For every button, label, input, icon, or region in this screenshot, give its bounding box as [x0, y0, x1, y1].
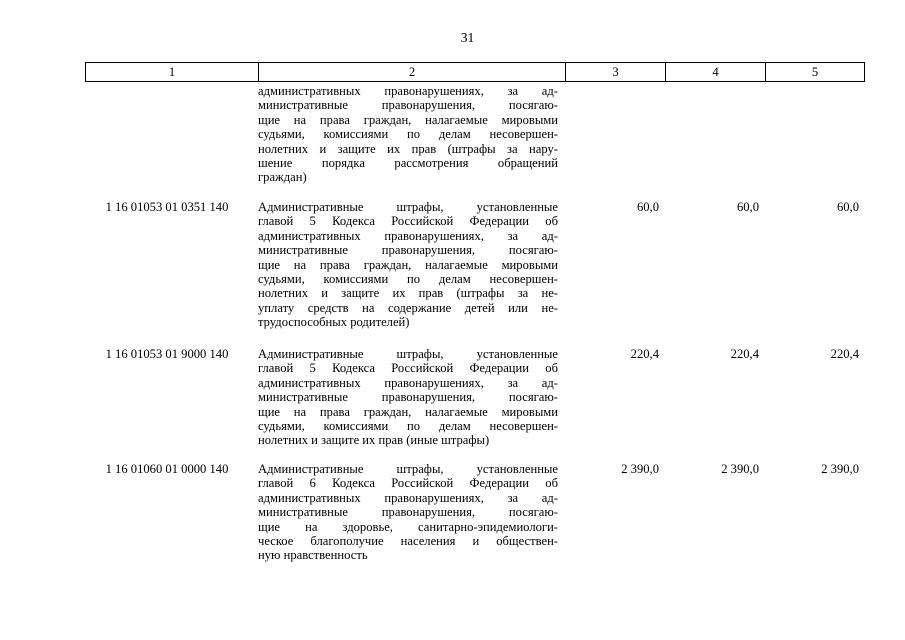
description-line: уплату средств на содержание детей или не- — [258, 300, 558, 315]
description-line: главой 6 Кодекса Российской Федерации об — [258, 476, 558, 491]
description-line: ческое благополучие населения и обществен- — [258, 534, 558, 549]
value-col-3: 220,4 — [630, 347, 659, 361]
description-line: судьями, комиссиями по делам несовершен- — [258, 419, 558, 434]
description-line: шение порядка рассмотрения обращений — [258, 156, 558, 171]
column-header-5: 5 — [811, 65, 819, 79]
budget-code: 1 16 01053 01 0351 140 — [105, 200, 229, 214]
value-col-4: 60,0 — [736, 200, 759, 214]
row-description — [258, 347, 558, 448]
description-line: министративные правонарушения, посягаю- — [258, 98, 558, 113]
page-number: 31 — [460, 30, 475, 45]
value-col-3: 2 390,0 — [621, 462, 659, 476]
description-line: административных правонарушениях, за ад- — [258, 375, 558, 390]
continuation-description — [258, 84, 558, 185]
description-line: ную нравственность — [258, 548, 368, 563]
description-line: административных правонарушениях, за ад- — [258, 84, 558, 98]
description-line: щие на права граждан, налагаемые мировыми — [258, 404, 558, 419]
column-header-1: 1 — [86, 63, 259, 81]
value-col-3: 60,0 — [636, 200, 659, 214]
description-line: главой 5 Кодекса Российской Федерации об — [258, 214, 558, 229]
description-line: Административные штрафы, установленные — [258, 347, 558, 361]
description-line: щие на здоровье, санитарно-эпидемиологи- — [258, 519, 558, 534]
description-line: нолетних и защите их прав (иные штрафы) — [258, 433, 490, 448]
column-header-4: 4 — [666, 63, 766, 81]
description-line: министративные правонарушения, посягаю- — [258, 390, 558, 405]
description-line: административных правонарушениях, за ад- — [258, 490, 558, 505]
description-line: Административные штрафы, установленные — [258, 200, 558, 214]
description-line: судьями, комиссиями по делам несовершен- — [258, 272, 558, 287]
budget-code: 1 16 01053 01 9000 140 — [105, 347, 229, 361]
description-line: граждан) — [258, 170, 307, 185]
description-line: щие на права граждан, налагаемые мировыми — [258, 257, 558, 272]
budget-code: 1 16 01060 01 0000 140 — [105, 462, 229, 476]
value-col-5: 220,4 — [830, 347, 859, 361]
row-description — [258, 200, 558, 330]
column-header-3: 3 — [566, 63, 666, 81]
description-line: нолетних и защите их прав (штрафы за нару- — [258, 141, 558, 156]
column-header-2: 2 — [259, 63, 566, 81]
description-line: трудоспособных родителей) — [258, 315, 410, 330]
description-line: нолетних и защите их прав (штрафы за не- — [258, 286, 558, 301]
value-col-4: 220,4 — [730, 347, 759, 361]
description-line: министративные правонарушения, посягаю- — [258, 243, 558, 258]
description-line: судьями, комиссиями по делам несовершен- — [258, 127, 558, 142]
row-description — [258, 462, 558, 563]
description-line: министративные правонарушения, посягаю- — [258, 505, 558, 520]
description-line: главой 5 Кодекса Российской Федерации об — [258, 361, 558, 376]
table-header — [85, 62, 865, 82]
description-line: Административные штрафы, установленные — [258, 462, 558, 476]
description-line: щие на права граждан, налагаемые мировыми — [258, 112, 558, 127]
description-line: административных правонарушениях, за ад- — [258, 228, 558, 243]
value-col-4: 2 390,0 — [721, 462, 759, 476]
value-col-5: 60,0 — [836, 200, 859, 214]
value-col-5: 2 390,0 — [821, 462, 859, 476]
